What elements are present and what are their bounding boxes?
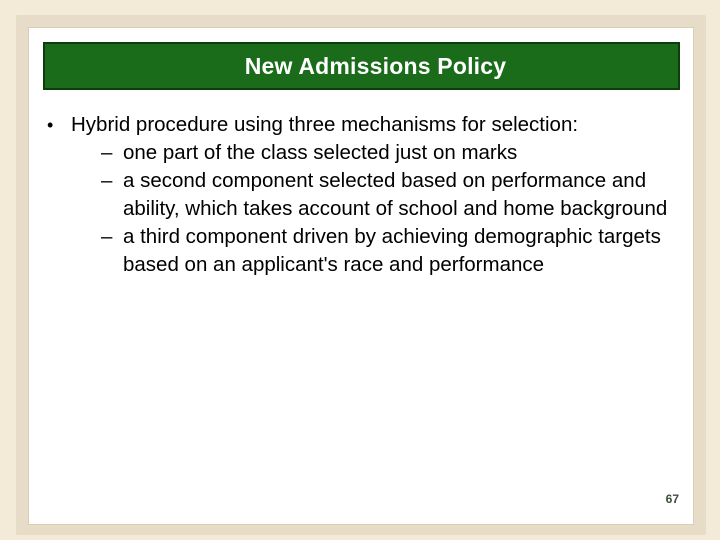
sub-bullet-text: a third component driven by achieving demographic targets based on an applicant's race and performance xyxy=(123,225,661,276)
bullet-icon: • xyxy=(47,115,54,135)
title-bar xyxy=(43,42,680,90)
slide-content xyxy=(47,111,687,279)
sub-bullet-text: one part of the class selected just on marks xyxy=(123,141,518,164)
sub-bullet-list xyxy=(101,139,687,279)
page-number: 67 xyxy=(665,492,679,506)
dash-icon: – xyxy=(101,169,113,192)
slide-title: New Admissions Policy xyxy=(244,52,507,79)
sub-bullet xyxy=(101,223,687,279)
sub-bullet xyxy=(101,167,687,223)
dash-icon: – xyxy=(101,141,113,164)
sub-bullet-text: a second component selected based on performance and ability, which takes account of school and home background xyxy=(123,169,668,220)
main-bullet xyxy=(47,111,687,139)
slide xyxy=(28,27,694,525)
main-bullet-text: Hybrid procedure using three mechanisms for selection: xyxy=(71,113,579,136)
dash-icon: – xyxy=(101,225,113,248)
sub-bullet xyxy=(101,139,687,167)
